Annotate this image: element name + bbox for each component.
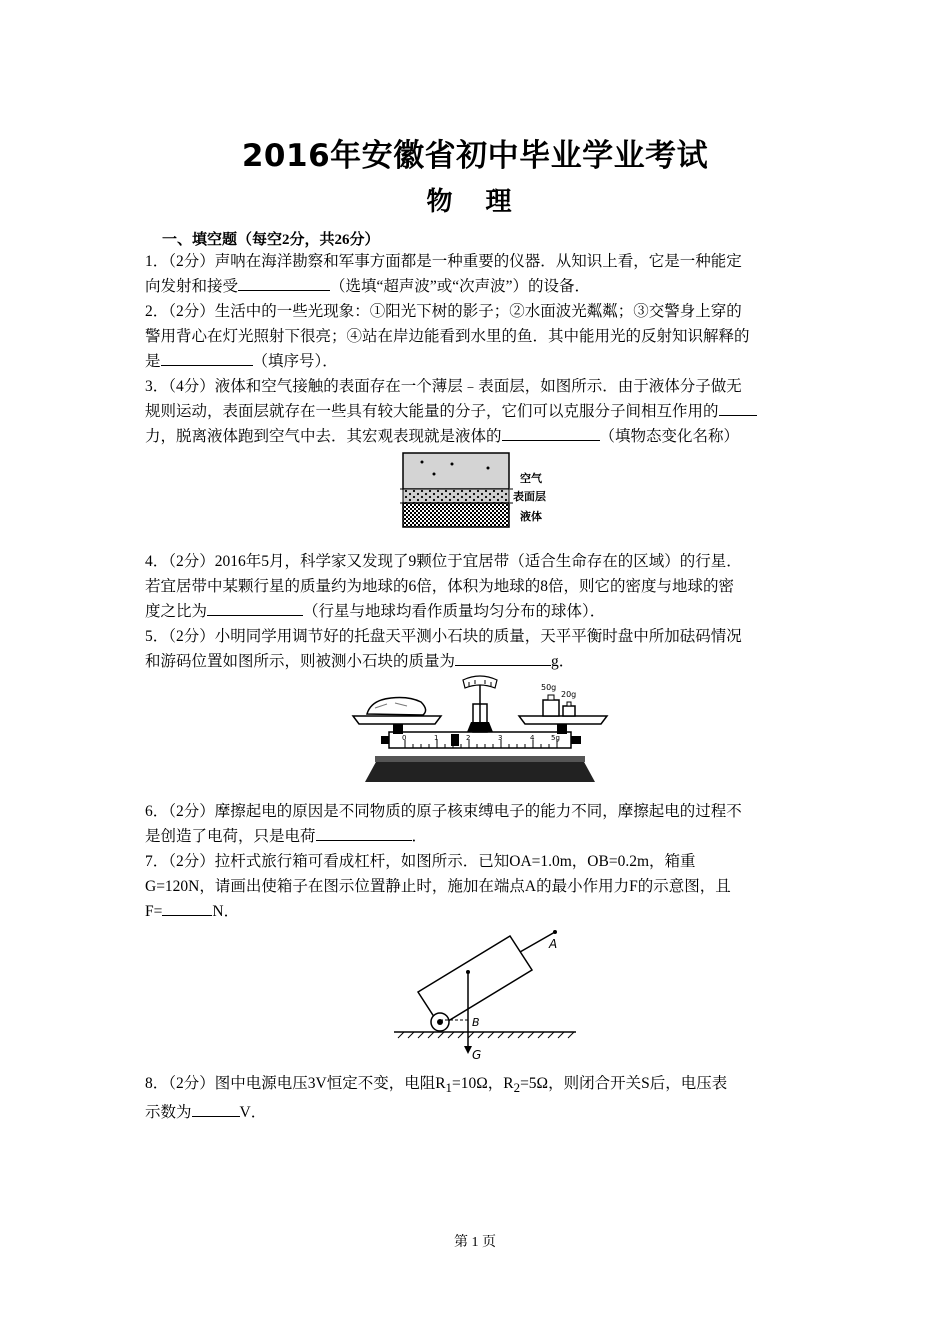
question-7 — [145, 849, 813, 924]
question-5 — [145, 624, 813, 674]
weight-20g — [563, 706, 575, 716]
q2-line-3: 是 （填序号）． — [145, 349, 813, 374]
question-3 — [145, 374, 813, 449]
q7-line-1: 7．（2分）拉杆式旅行箱可看成杠杆，如图所示．已知OA=1.0m，OB=0.2m，箱重 — [145, 853, 696, 870]
scale-label-1: 1 — [434, 734, 439, 742]
answer-blank[interactable] — [719, 400, 757, 416]
balance-beam — [389, 732, 571, 748]
question-4 — [145, 549, 813, 624]
gravity-arrow — [464, 1046, 472, 1054]
weight-50g-label: 50g — [541, 683, 557, 692]
suitcase-figure — [390, 920, 580, 1062]
question-2 — [145, 299, 813, 374]
surface-layer-figure — [400, 450, 560, 530]
weight-50g — [543, 700, 559, 716]
weight-20g-label: 20g — [561, 690, 577, 699]
right-pan — [519, 716, 607, 724]
q1-line-2: 向发射和接受 （选填“超声波”或“次声波”）的设备． — [145, 274, 813, 299]
answer-blank[interactable] — [238, 275, 330, 291]
q2-line-2: 警用背心在灯光照射下很亮；④站在岸边能看到水里的鱼．其中能用光的反射知识解释的 — [145, 328, 750, 345]
q5-line-2: 和游码位置如图所示，则被测小石块的质量为 g． — [145, 649, 813, 674]
answer-blank[interactable] — [502, 425, 600, 441]
suitcase-body — [418, 936, 532, 1026]
q4-line-2: 若宜居带中某颗行星的质量约为地球的6倍，体积为地球的8倍，则它的密度与地球的密 — [145, 578, 735, 595]
q1-line-1: 1．（2分）声呐在海洋勘察和军事方面都是一种重要的仪器．从知识上看，它是一种能定 — [145, 253, 742, 270]
surface-layer-region — [403, 489, 509, 503]
scale-label-4: 4 — [530, 734, 535, 742]
balance-figure — [345, 670, 615, 788]
answer-blank[interactable] — [316, 825, 412, 841]
label-surface-layer: 表面层 — [513, 490, 546, 503]
q8-line-2: 示数为 V． — [145, 1100, 813, 1125]
q4-line-3: 度之比为 （行星与地球均看作质量均匀分布的球体）． — [145, 599, 813, 624]
label-g: G — [472, 1048, 482, 1062]
label-a: A — [549, 937, 558, 951]
question-6 — [145, 799, 813, 849]
question-8 — [145, 1071, 813, 1125]
q6-line-1: 6．（2分）摩擦起电的原因是不同物质的原子核束缚电子的能力不同，摩擦起电的过程不 — [145, 803, 742, 820]
answer-blank[interactable] — [161, 350, 253, 366]
q3-line-3: 力，脱离液体跑到空气中去．其宏观表现就是液体的 （填物态变化名称） — [145, 424, 813, 449]
rider — [451, 734, 459, 746]
label-air: 空气 — [520, 472, 542, 485]
label-b: B — [472, 1016, 480, 1029]
question-1 — [145, 249, 813, 299]
stone — [367, 698, 426, 716]
q4-line-1: 4．（2分）2016年5月，科学家又发现了9颗位于宜居带（适合生命存在的区域）的行星． — [145, 553, 742, 570]
q3-line-2: 规则运动，表面层就存在一些具有较大能量的分子，它们可以克服分子间相互作用的 — [145, 399, 813, 424]
answer-blank[interactable] — [455, 650, 551, 666]
scale-label-0: 0 — [402, 734, 407, 742]
subject-title: 物 理 — [426, 187, 524, 217]
q3-line-1: 3．（4分）液体和空气接触的表面存在一个薄层﹣表面层，如图所示．由于液体分子做无 — [145, 378, 742, 395]
liquid-region — [403, 503, 509, 527]
answer-blank[interactable] — [207, 600, 303, 616]
q7-line-2: G=120N，请画出使箱子在图示位置静止时，施加在端点A的最小作用力F的示意图，且 — [145, 878, 731, 895]
air-region — [403, 453, 509, 489]
label-liquid: 液体 — [520, 510, 542, 523]
page-number: 第 1 页 — [454, 1235, 496, 1250]
q2-line-1: 2．（2分）生活中的一些光现象：①阳光下树的影子；②水面波光粼粼；③交警身上穿的 — [145, 303, 742, 320]
left-pan — [353, 716, 441, 724]
scale-label-2: 2 — [466, 734, 471, 742]
page-title: 2016年安徽省初中毕业学业考试 — [241, 138, 709, 174]
q6-line-2: 是创造了电荷，只是电荷 ． — [145, 824, 813, 849]
q5-line-1: 5．（2分）小明同学用调节好的托盘天平测小石块的质量，天平平衡时盘中所加砝码情况 — [145, 628, 742, 645]
scale-label-3: 3 — [498, 734, 503, 742]
scale-label-5g: 5g — [551, 734, 560, 742]
answer-blank[interactable] — [162, 900, 212, 916]
section-heading: 一、填空题（每空2分，共26分） — [162, 232, 380, 248]
q7-line-3: F= N． — [145, 899, 813, 924]
q8-line-1: 8．（2分）图中电源电压3V恒定不变，电阻$R_1=10\Omega$，$R_2=5\Omega$，则闭合开关S后，电压表 — [145, 1075, 728, 1096]
answer-blank[interactable] — [192, 1101, 240, 1117]
balance-base — [365, 760, 595, 782]
